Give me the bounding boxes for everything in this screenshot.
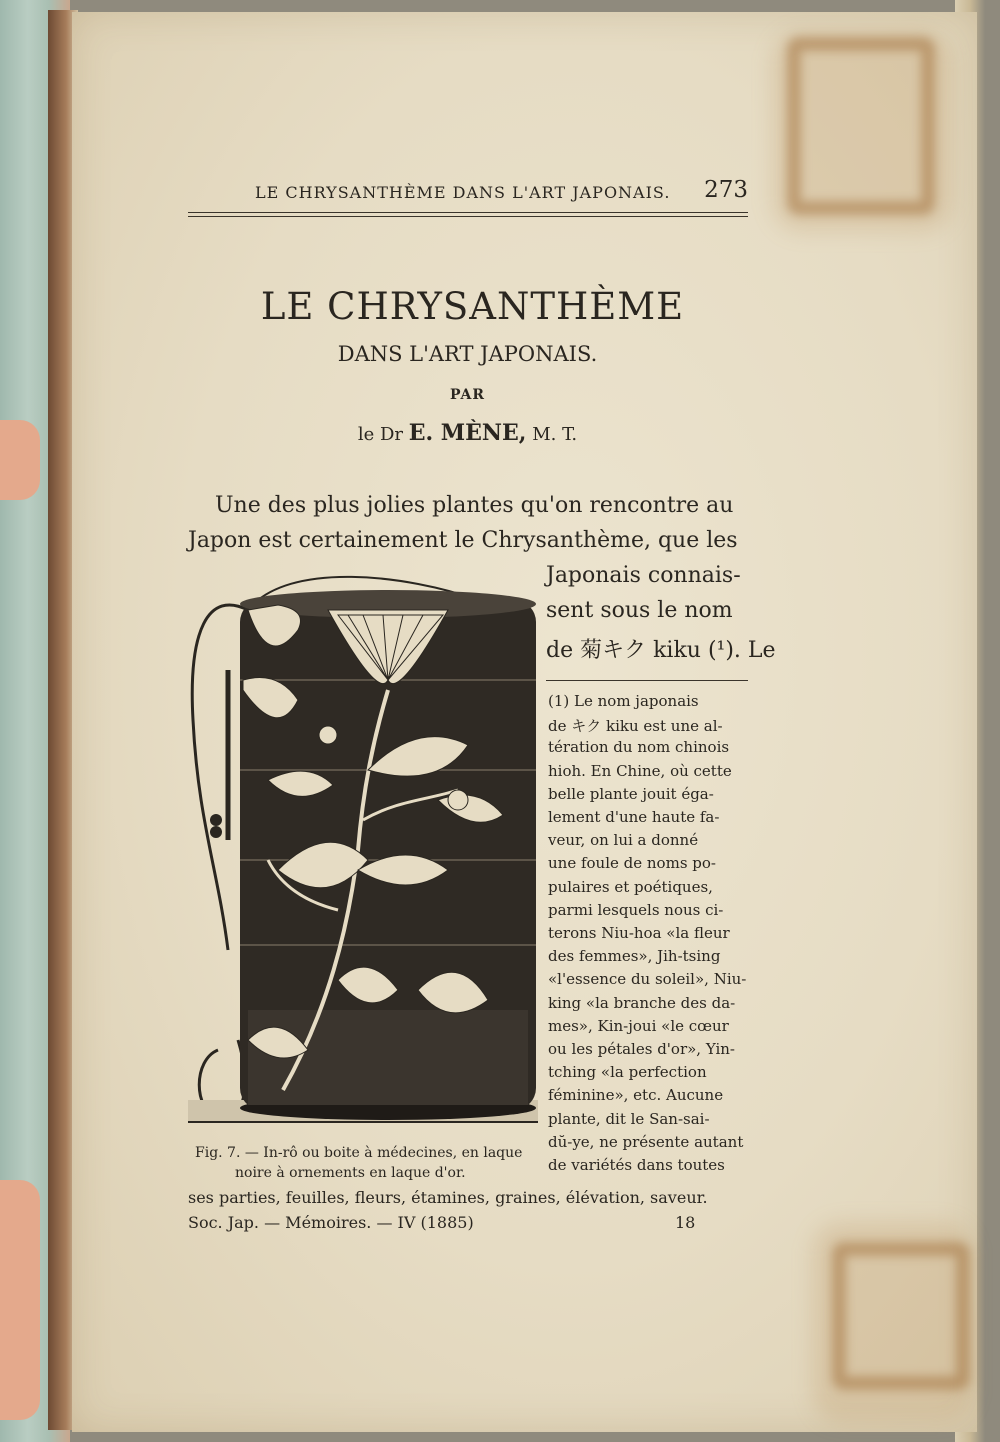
figure-caption: Fig. 7. — In-rô ou boite à médecines, en laque — [195, 1145, 523, 1161]
author-prefix: le Dr — [357, 424, 409, 445]
water-stain — [812, 1222, 972, 1422]
header-rule — [188, 212, 748, 217]
article-title: LE CHRYSANTHÈME — [260, 285, 685, 328]
footnote-line: lement d'une haute fa- — [548, 808, 720, 826]
body-line: de 菊キク kiku (¹). Le — [546, 638, 776, 663]
byline-par: PAR — [449, 387, 485, 403]
author-suffix: M. T. — [526, 424, 578, 445]
footer-journal: Soc. Jap. — Mémoires. — IV (1885) — [188, 1213, 474, 1232]
water-stain — [772, 32, 952, 232]
page-number: 273 — [704, 177, 748, 203]
running-header — [185, 175, 750, 215]
body-line: Japonais connais- — [546, 563, 741, 588]
footnote-rule — [546, 680, 748, 681]
author-line — [0, 420, 935, 446]
footnote-line: mes», Kin-joui «le cœur — [548, 1016, 729, 1035]
footnote-line: hioh. En Chine, où cette — [548, 761, 732, 780]
article-subtitle: DANS L'ART JAPONAIS. — [337, 342, 598, 366]
inro-figure — [188, 570, 538, 1140]
footnote-line: dŭ-ye, ne présente autant — [548, 1132, 744, 1151]
footnote-line: (1) Le nom japonais — [548, 692, 699, 710]
footnote-line: tching «la perfection — [548, 1063, 707, 1082]
footnote-line: pulaires et poétiques, — [548, 877, 713, 896]
footnote-line: une foule de noms po- — [548, 854, 716, 873]
body-line: Une des plus jolies plantes qu'on rencontre au — [215, 493, 734, 518]
footnote-line: de キク kiku est une al- — [548, 717, 723, 736]
footnote-line: plante, dit le San-sai- — [548, 1109, 710, 1128]
figure-caption: noire à ornements en laque d'or. — [235, 1165, 466, 1181]
author-name: E. MÈNE, — [408, 420, 527, 446]
footer-signature: 18 — [675, 1213, 696, 1232]
body-line: ses parties, feuilles, fleurs, étamines, graines, élévation, saveur. — [188, 1188, 708, 1207]
footnote-line: ou les pétales d'or», Yin- — [548, 1040, 735, 1058]
body-line: sent sous le nom — [546, 598, 733, 623]
body-line: Japon est certainement le Chrysanthème, que les — [188, 528, 738, 553]
footnote-line: belle plante jouit éga- — [548, 784, 714, 803]
footnote-line: terons Niu-hoa «la fleur — [548, 924, 730, 942]
running-title: LE CHRYSANTHÈME DANS L'ART JAPONAIS. — [255, 183, 671, 202]
footnote-line: de variétés dans toutes — [548, 1156, 725, 1174]
footnote-line: tération du nom chinois — [548, 738, 730, 757]
footnote-line: king «la branche des da- — [548, 993, 736, 1012]
footnote-line: féminine», etc. Aucune — [548, 1086, 724, 1105]
cover-tear — [0, 1180, 40, 1420]
footnote-line: des femmes», Jih-tsing — [548, 947, 721, 966]
footnote-line: «l'essence du soleil», Niu- — [548, 970, 747, 989]
footnote-line: parmi lesquels nous ci- — [548, 900, 724, 919]
footnote-line: veur, on lui a donné — [548, 831, 699, 850]
